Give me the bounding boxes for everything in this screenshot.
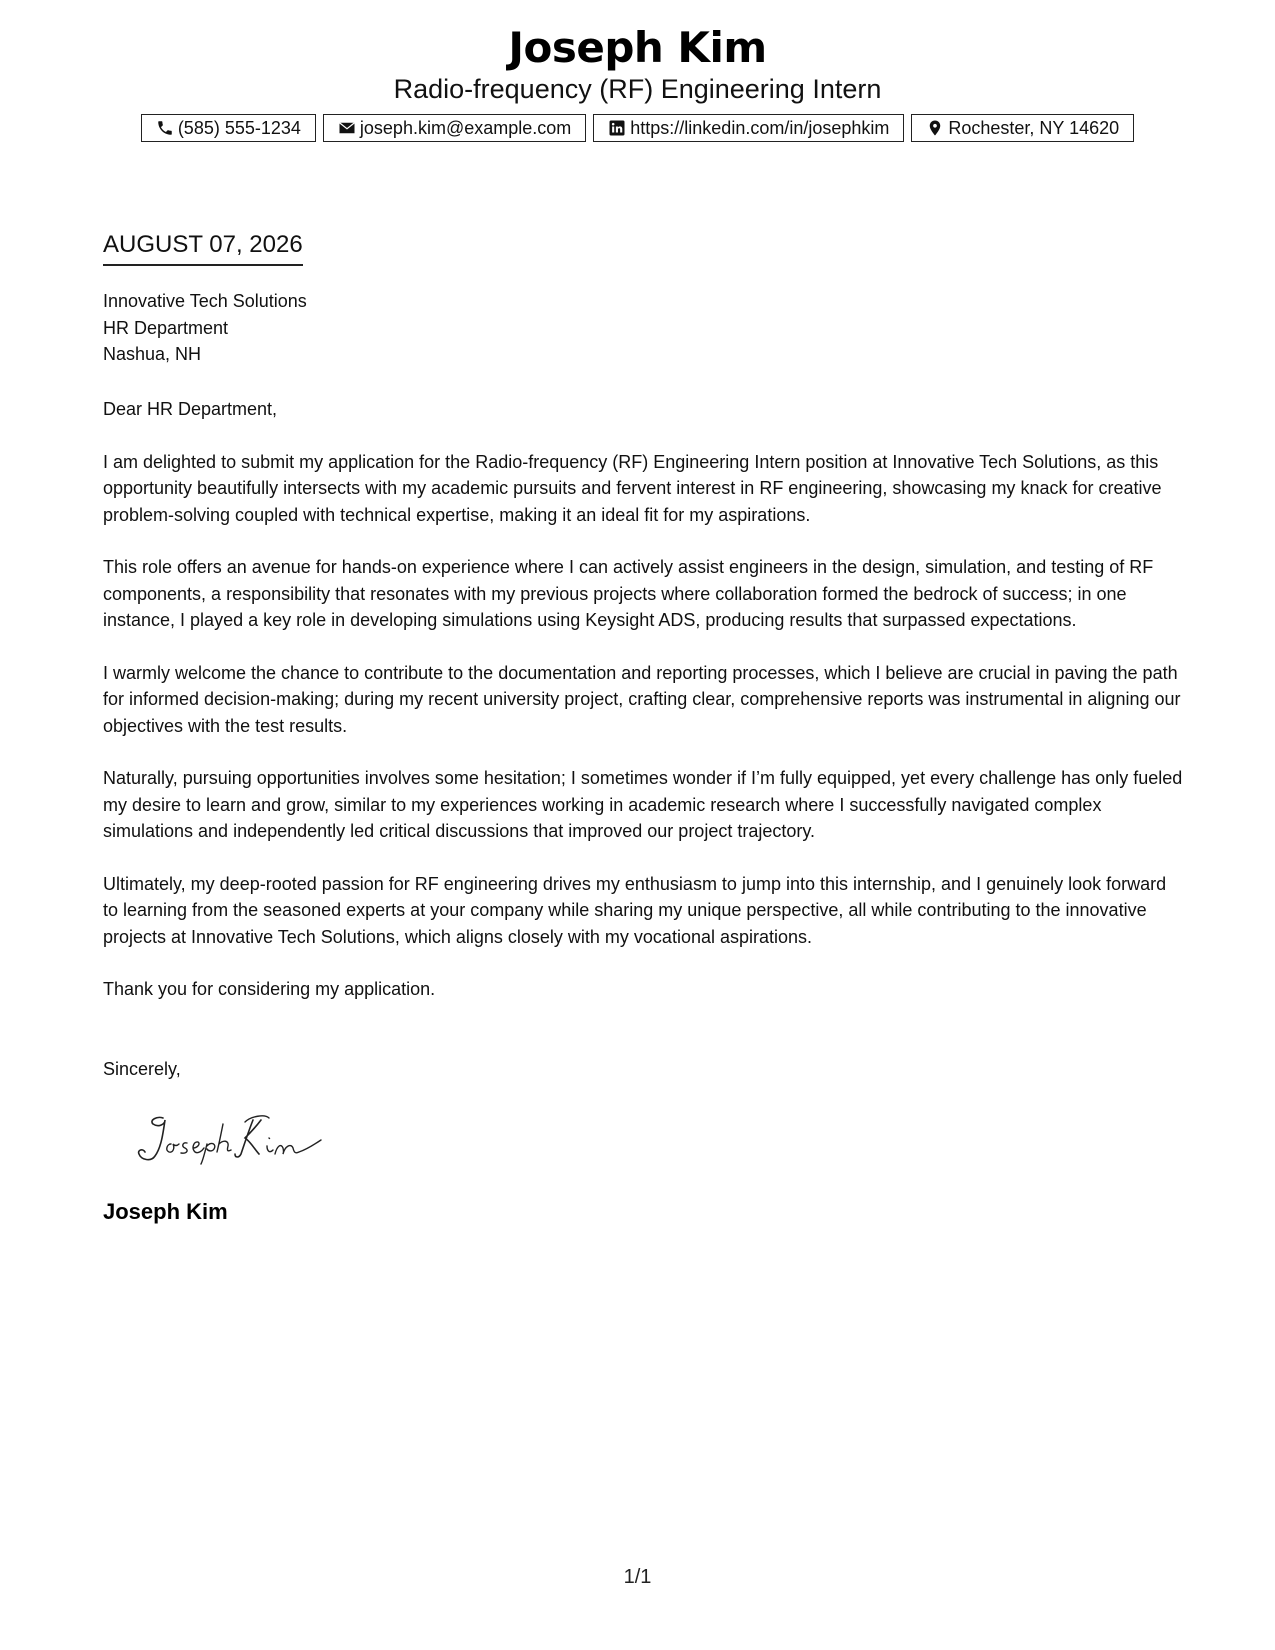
- phone-text: (585) 555-1234: [177, 117, 301, 138]
- contact-phone[interactable]: [141, 114, 316, 142]
- paragraph-3: I warmly welcome the chance to contribute to the documentation and reporting processes, which I believe are crucial in paving the path for informed decision-making; during my recent university project, crafting clear, comprehensive reports was instrumental in aligning our objectives with the test results.: [103, 662, 1181, 736]
- recipient-company: Innovative Tech Solutions: [103, 291, 307, 311]
- paragraph-1: I am delighted to submit my application for the Radio-frequency (RF) Engineering Intern position at Innovative Tech Solutions, as this opportunity beautifully intersects with my academic pursuits and fervent interest in RF engineering, showcasing my knack for creative problem-solving coupled with technical expertise, making it an ideal fit for my aspirations.: [103, 451, 1162, 525]
- recipient-address: [103, 288, 307, 368]
- contact-email[interactable]: [323, 114, 586, 142]
- linkedin-icon: [608, 119, 626, 137]
- paragraph-4: Naturally, pursuing opportunities involves some hesitation; I sometimes wonder if I’m fully equipped, yet every challenge has only fueled my desire to learn and grow, similar to my experiences working in academic research where I successfully navigated complex simulations and independently led critical discussions that improved our project trajectory.: [103, 768, 1183, 841]
- envelope-icon: [338, 119, 356, 137]
- closing: Sincerely,: [103, 1059, 181, 1079]
- paragraph-5: Ultimately, my deep-rooted passion for RF engineering drives my enthusiasm to jump into this internship, and I genuinely look forward to learning from the seasoned experts at your company while sharing my unique perspective, all while contributing to the innovative projects at Innovative Tech Solutions, which aligns closely with my vocational aspirations.: [103, 873, 1167, 947]
- handwritten-signature: [135, 1110, 335, 1166]
- signer-name: Joseph Kim: [103, 1199, 228, 1224]
- applicant-name: Joseph Kim: [508, 23, 767, 72]
- applicant-role: Radio-frequency (RF) Engineering Intern: [393, 74, 882, 104]
- linkedin-text: https://linkedin.com/in/josephkim: [630, 117, 890, 138]
- contact-location: [911, 114, 1134, 142]
- paragraph-thanks: Thank you for considering my application.: [103, 979, 436, 999]
- paragraph-2: This role offers an avenue for hands-on experience where I can actively assist engineers in the design, simulation, and testing of RF components, a responsibility that resonates with my previous projects where collaboration formed the bedrock of success; in one instance, I played a key role in developing simulations using Keysight ADS, producing results that surpassed expectations.: [103, 557, 1154, 630]
- phone-icon: [156, 119, 174, 137]
- letter-date: AUGUST 07, 2026: [103, 230, 303, 266]
- contact-bar: [0, 114, 1275, 142]
- location-text: Rochester, NY 14620: [948, 117, 1120, 138]
- letter-body: [103, 396, 1183, 1029]
- page-number: 1/1: [623, 1566, 652, 1588]
- contact-linkedin[interactable]: [593, 114, 904, 142]
- recipient-city: Nashua, NH: [103, 344, 202, 364]
- letter-header: [0, 22, 1275, 106]
- email-text: joseph.kim@example.com: [359, 117, 572, 138]
- salutation: Dear HR Department,: [103, 399, 278, 419]
- recipient-department: HR Department: [103, 317, 229, 338]
- map-pin-icon: [926, 119, 944, 137]
